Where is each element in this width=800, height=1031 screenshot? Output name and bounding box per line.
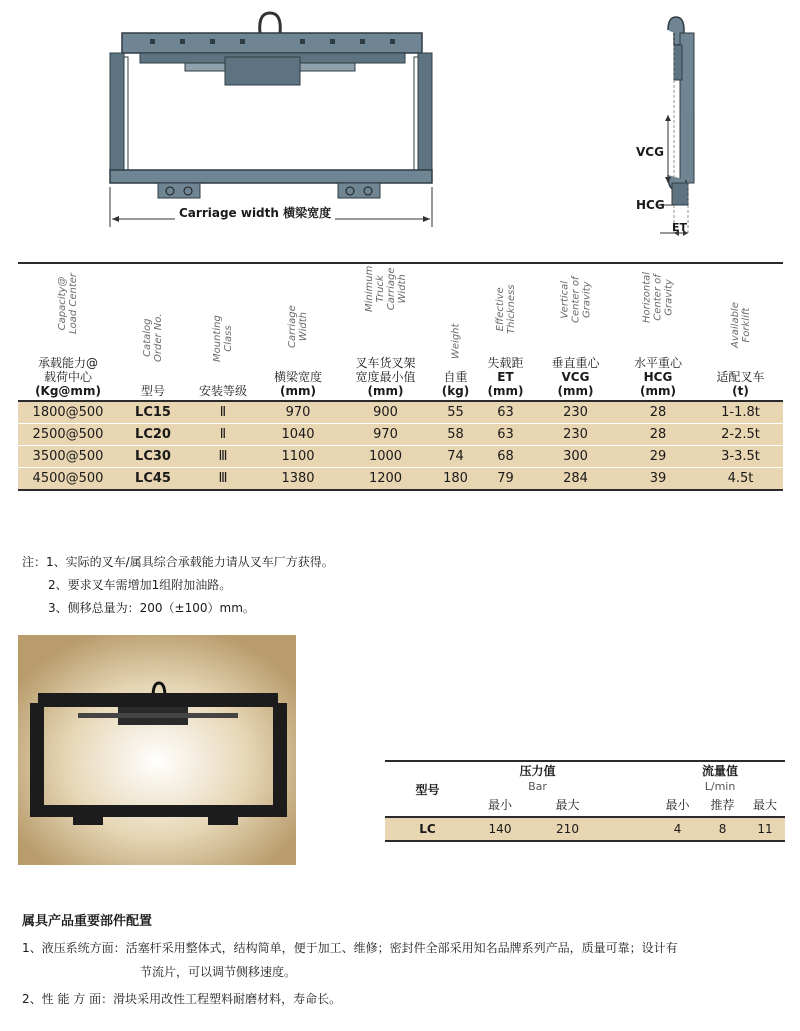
- spec-header-unit: (mm): [280, 384, 316, 398]
- spec-header-9: [698, 263, 783, 401]
- table-cell: 230: [563, 405, 588, 420]
- model-header: 型号: [415, 782, 440, 797]
- table-cell: 230: [563, 427, 588, 442]
- table-cell: 300: [563, 449, 588, 464]
- pressure-header: 压力值: [519, 764, 556, 778]
- spec-header-8: [618, 263, 698, 401]
- table-row: [18, 401, 783, 424]
- spec-header-cn: 型号: [140, 384, 165, 398]
- table-cell: 1200: [368, 471, 403, 486]
- table-cell: LC20: [135, 427, 171, 442]
- spec-header-5: [433, 263, 478, 401]
- table-cell: Ⅲ: [218, 449, 228, 464]
- spec-header-en: Vertical Center of Gravity: [559, 276, 592, 323]
- et-label: ET: [672, 221, 688, 234]
- spec-header-en: Mounting Class: [212, 315, 234, 362]
- table-cell: Ⅱ: [219, 427, 227, 442]
- vcg-label: VCG: [636, 145, 664, 159]
- table-cell: 79: [497, 471, 514, 486]
- table-cell: 28: [649, 427, 667, 442]
- spec-header-en: Catalog Order No.: [142, 313, 164, 362]
- table-row: [18, 446, 783, 468]
- spec-header-cn: 安装等级: [198, 384, 247, 398]
- table-cell: 970: [285, 405, 311, 420]
- spec-header-en: Horizontal Center of Gravity: [641, 271, 675, 323]
- table-cell: Ⅲ: [218, 471, 228, 486]
- spec-header-unit: (kg): [441, 384, 470, 398]
- flow-rec-label: 推荐: [710, 798, 735, 812]
- spec-header-en: Weight: [450, 323, 461, 359]
- table-cell: Ⅱ: [219, 405, 227, 420]
- spec-header-unit: (mm): [367, 384, 404, 398]
- spec-header-unit: VCG (mm): [557, 370, 594, 398]
- table-cell: 4500@500: [32, 471, 104, 486]
- spec-header-cn: 叉车货叉架 宽度最小值: [355, 356, 416, 384]
- table-cell: 1000: [368, 449, 403, 464]
- spec-header-cn: 自重: [443, 370, 468, 384]
- table-cell: 284: [563, 471, 588, 486]
- spec-table: [18, 262, 783, 491]
- config-item-1-cont: 节流片，可以调节侧移速度。: [140, 965, 297, 979]
- pressure-min-value: 140: [488, 822, 512, 836]
- spec-header-cn: 水平重心: [633, 356, 682, 370]
- flow-unit: L/min: [704, 779, 736, 793]
- table-cell: 58: [447, 427, 464, 442]
- table-cell: 970: [373, 427, 398, 442]
- pressure-max-value: 210: [556, 822, 579, 836]
- config-title: 属具产品重要部件配置: [22, 914, 153, 929]
- spec-header-en: Carriage Width: [287, 305, 309, 348]
- table-cell: 74: [447, 449, 464, 464]
- spec-header-4: [338, 263, 433, 401]
- table-row: [18, 468, 783, 491]
- lifting-hook: [260, 13, 281, 33]
- spec-header-cn: 横梁宽度: [273, 370, 322, 384]
- spec-header-unit: ET (mm): [487, 370, 524, 398]
- flow-min-value: 4: [673, 822, 682, 836]
- table-cell: 2500@500: [32, 427, 104, 442]
- pressure-unit: Bar: [528, 779, 547, 793]
- pressure-flow-table: [385, 760, 785, 842]
- spec-header-unit: (Kg@mm): [35, 384, 101, 398]
- table-cell: 29: [649, 449, 667, 464]
- table-cell: 28: [649, 405, 667, 420]
- table-cell: 4.5t: [727, 471, 754, 486]
- flow-min-label: 最小: [665, 798, 690, 812]
- table-cell: 900: [373, 405, 398, 420]
- note-1: 注：1、实际的叉车/属具综合承载能力请从叉车厂方获得。: [22, 555, 334, 569]
- config-item-1: 1、液压系统方面：活塞杆采用整体式，结构简单，便于加工、维修；密封件全部采用知名品牌系列产品，质量可靠；设计有: [22, 941, 678, 955]
- spec-header-cn: 失载距: [487, 356, 524, 370]
- spec-header-cn: 适配叉车: [716, 370, 765, 384]
- spec-header-7: [533, 263, 618, 401]
- spec-header-en: Effective Thickness: [494, 284, 517, 334]
- table-cell: LC15: [135, 405, 171, 420]
- table-cell: 1040: [281, 427, 315, 442]
- spec-header-2: [188, 263, 258, 401]
- table-row: [18, 424, 783, 446]
- table-cell: 39: [649, 471, 667, 486]
- flow-rec-value: 8: [718, 822, 727, 836]
- spec-header-unit: (t): [732, 384, 749, 398]
- table-cell: 1380: [281, 471, 315, 486]
- spec-header-6: [478, 263, 533, 401]
- table-cell: 63: [497, 405, 514, 420]
- table-cell: 1800@500: [32, 405, 104, 420]
- spec-header-en: Available Forklift: [729, 302, 752, 348]
- spec-header-0: [18, 263, 118, 401]
- carriage-front-diagram: [100, 5, 440, 230]
- pressure-min-label: 最小: [487, 798, 512, 812]
- flow-max-value: 11: [757, 822, 773, 836]
- table-cell: 55: [447, 405, 464, 420]
- spec-header-3: [258, 263, 338, 401]
- table-cell: 3-3.5t: [721, 449, 760, 464]
- hcg-label: HCG: [636, 198, 665, 212]
- pressure-max-label: 最大: [555, 798, 580, 812]
- spec-header-cn: 承载能力@ 载荷中心: [37, 356, 98, 384]
- flow-header: 流量值: [702, 764, 739, 778]
- spec-header-en: Capacity@ Load Center: [57, 272, 79, 334]
- table-cell: 2-2.5t: [721, 427, 760, 442]
- table-cell: LC45: [135, 471, 171, 486]
- table-cell: 1100: [281, 449, 315, 464]
- table-cell: 68: [497, 449, 514, 464]
- table-cell: 180: [443, 471, 468, 486]
- spec-header-cn: 垂直重心: [551, 356, 600, 370]
- spec-header-en: Minimum Truck Carriage Width: [363, 265, 408, 312]
- note-2: 2、要求叉车需增加1组附加油路。: [48, 578, 232, 592]
- spec-header-unit: HCG (mm): [640, 370, 676, 398]
- flow-max-label: 最大: [753, 798, 778, 812]
- table-cell: LC30: [135, 449, 171, 464]
- table-cell: 3500@500: [32, 449, 104, 464]
- note-prefix: 注：: [22, 555, 47, 569]
- carriage-width-caption: Carriage width 横梁宽度: [175, 204, 335, 221]
- spec-header-1: [118, 263, 188, 401]
- pressure-row-model: LC: [419, 822, 436, 836]
- config-item-2: 2、性 能 方 面：滑块采用改性工程塑料耐磨材料，寿命长。: [22, 992, 342, 1006]
- product-photo: [18, 635, 296, 865]
- note-3: 3、侧移总量为：200（±100）mm。: [48, 601, 255, 615]
- table-cell: 1-1.8t: [721, 405, 760, 420]
- table-cell: 63: [497, 427, 514, 442]
